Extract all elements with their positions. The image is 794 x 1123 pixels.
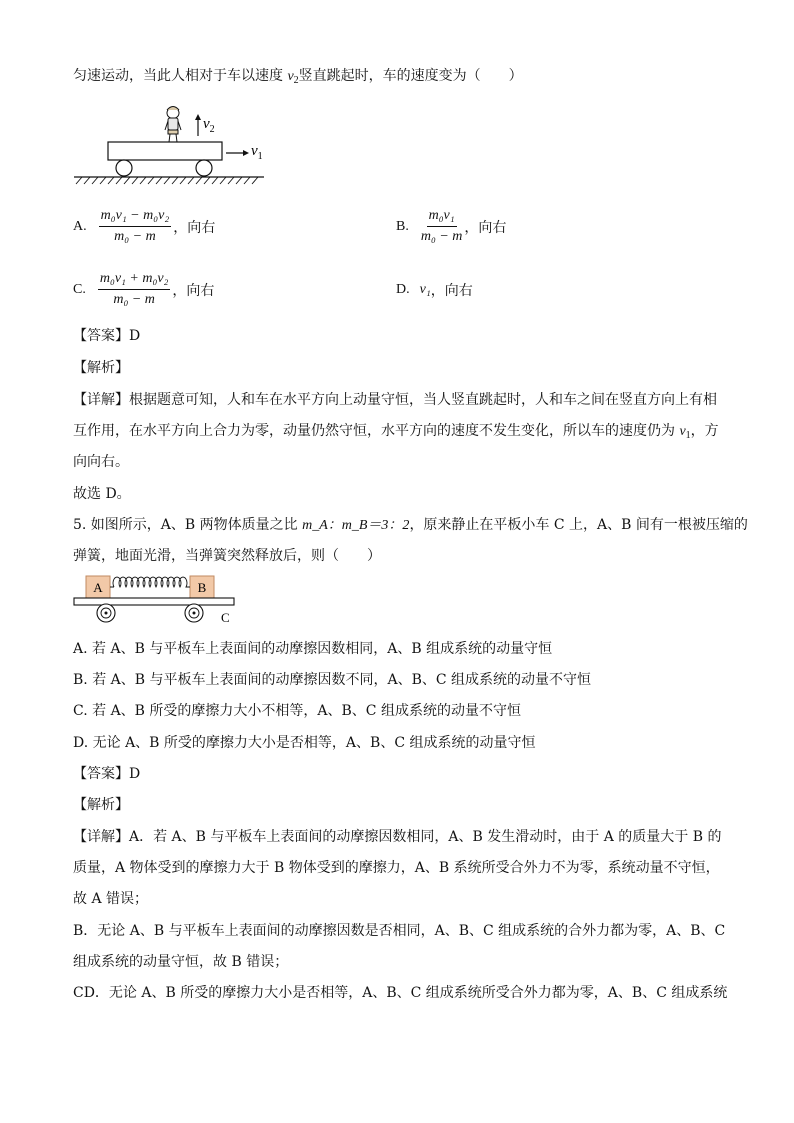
- detail-var: [679, 424, 690, 439]
- q4-intro-var: [287, 69, 298, 84]
- answer-tag: 【答案】: [73, 766, 129, 782]
- option-fraction: [99, 207, 172, 246]
- option-tail: ，向右: [173, 219, 216, 236]
- v1-arrow-head: [243, 150, 249, 156]
- q4-conclusion: [73, 484, 131, 504]
- answer-value: D: [129, 328, 141, 344]
- option-fraction: [421, 207, 463, 246]
- conclusion-text: 故选 D。: [73, 486, 131, 502]
- q5-detail-line-4: B．无论 A、B 与平板车上表面间的动摩擦因数是否相同，A、B、C 组成系统的合外力都为零，A、B、C: [73, 923, 726, 939]
- q4-intro-line: [73, 66, 523, 91]
- q4-answer-line: [73, 326, 140, 346]
- detail-text: ，方: [690, 423, 719, 439]
- detail-text: A．若 A、B 与平板车上表面间的动摩擦因数相同，A、B 发生滑动时，由于 A 的质量大于 B 的: [129, 829, 722, 845]
- q5-detail-line-5: 组成系统的动量守恒，故 B 错误；: [73, 954, 289, 970]
- detail-text: 互作用，在水平方向上合力为零，动量仍然守恒，水平方向的速度不发生变化，所以车的速度仍为: [73, 423, 680, 439]
- v2-label: $v_2$: [203, 116, 215, 135]
- analysis-tag: 【解析】: [73, 360, 129, 376]
- ground-hatch: [76, 177, 258, 184]
- q5-detail-line-3: 故 A 错误；: [73, 891, 149, 907]
- q4-intro-var-letter: v: [287, 69, 294, 84]
- q5-detail-line-6: CD．无论 A、B 所受的摩擦力大小是否相等，A、B、C 组成系统所受合外力都为零，A、B、C 组成系统: [73, 985, 728, 1001]
- fraction-denominator: m₀ − m: [114, 229, 156, 244]
- q5-option-c[interactable]: C. 若 A、B 所受的摩擦力大小不相等，A、B、C 组成系统的动量不守恒: [73, 703, 521, 719]
- answer-tag: 【答案】: [73, 328, 129, 344]
- option-label: B.: [396, 218, 409, 234]
- q5-analysis-tag: [73, 795, 129, 815]
- cart-plank: [74, 598, 234, 605]
- fraction-numerator: m₀v₁ − m₀v₂: [99, 207, 172, 227]
- detail-text: 向向右。: [73, 454, 129, 470]
- q5-answer-line: [73, 764, 140, 784]
- fraction-denominator: m₀ − m: [113, 292, 155, 307]
- detail-tag: 【详解】: [73, 829, 129, 845]
- option-tail: ，向右: [464, 219, 507, 236]
- fraction-denominator: m₀ − m: [420, 229, 463, 244]
- cart-label: C: [221, 610, 230, 625]
- option-tail: ，向右: [430, 283, 473, 299]
- q5-option-d[interactable]: D. 无论 A、B 所受的摩擦力大小是否相等，A、B、C 组成系统的动量守恒: [73, 735, 536, 751]
- block-a-label: A: [93, 580, 103, 595]
- person-icon: [165, 107, 181, 143]
- q5-stem-text: 弹簧，地面光滑，当弹簧突然释放后，则（ ）: [73, 548, 381, 564]
- q4-intro-var-sub: 2: [293, 75, 299, 86]
- q4-analysis-tag: [73, 358, 129, 378]
- q4-option-c[interactable]: [73, 270, 214, 309]
- q5-stem-text-a: 5. 如图所示，A、B 两物体质量之比: [73, 517, 303, 533]
- cart-wheel-right: [196, 160, 212, 176]
- option-label: D.: [396, 282, 410, 297]
- v1-label: $v_1$: [251, 143, 263, 162]
- q4-intro-text-b: 竖直跳起时，车的速度变为（ ）: [298, 68, 523, 84]
- q5-detail-line-2: 质量，A 物体受到的摩擦力大于 B 物体受到的摩擦力，A、B 系统所受合外力不为零，系统动量不守恒，: [73, 860, 720, 876]
- detail-var-letter: v: [679, 424, 686, 439]
- q4-detail-line-3: [73, 452, 129, 472]
- answer-value: D: [129, 766, 141, 782]
- option-tail: ，向右: [172, 282, 215, 299]
- spring-icon: [110, 577, 190, 587]
- q5-mass-ratio: m_A：m_B＝3：2: [302, 518, 410, 533]
- cart-body: [108, 142, 222, 160]
- block-b-label: B: [197, 580, 207, 595]
- q4-detail-line-2: [73, 421, 719, 446]
- option-label: A.: [73, 218, 87, 234]
- option-fraction: [98, 270, 171, 309]
- q4-cart-figure: [72, 100, 272, 188]
- q4-detail-line-1: [73, 390, 717, 410]
- q5-stem-line-2: [73, 546, 381, 566]
- wheel-right-icon: [185, 604, 203, 622]
- q4-intro-text-a: 匀速运动，当此人相对于车以速度: [73, 68, 288, 84]
- q5-option-b[interactable]: B. 若 A、B 与平板车上表面间的动摩擦因数不同，A、B、C 组成系统的动量不守恒: [73, 672, 592, 688]
- detail-var-sub: 1: [685, 430, 691, 441]
- q5-stem-text-b: ，原来静止在平板小车 C 上，A、B 间有一根被压缩的: [409, 517, 748, 533]
- detail-tag: 【详解】: [73, 392, 129, 408]
- q5-option-a[interactable]: A. 若 A、B 与平板车上表面间的动摩擦因数相同，A、B 组成系统的动量守恒: [73, 641, 553, 657]
- q4-option-b[interactable]: [396, 207, 506, 246]
- wheel-left-icon: [97, 604, 115, 622]
- q4-option-a[interactable]: [73, 207, 215, 246]
- fraction-numerator: m₀v₁: [427, 207, 457, 227]
- analysis-tag: 【解析】: [73, 797, 129, 813]
- cart-wheel-left: [116, 160, 132, 176]
- fraction-numerator: m₀v₁ + m₀v₂: [98, 270, 171, 290]
- q5-detail-line-1: [73, 827, 721, 847]
- q4-option-d[interactable]: [396, 280, 473, 300]
- detail-text: 根据题意可知，人和车在水平方向上动量守恒，当人竖直跳起时，人和车之间在竖直方向上有相: [129, 392, 717, 408]
- v2-arrow-head: [195, 114, 201, 120]
- option-label: C.: [73, 281, 86, 297]
- q5-cart-spring-figure: [72, 574, 242, 626]
- option-expression: v₁: [419, 282, 431, 297]
- q5-stem-line-1: [73, 515, 748, 536]
